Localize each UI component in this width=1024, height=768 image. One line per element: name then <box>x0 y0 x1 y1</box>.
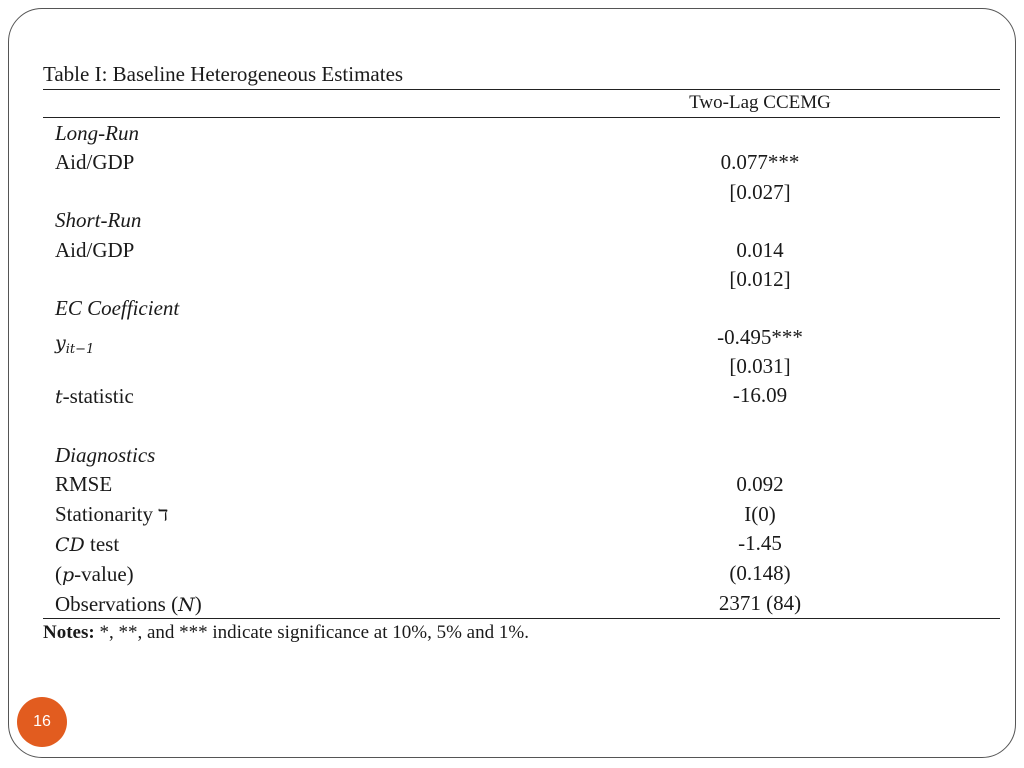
table-bottom-rule <box>43 618 1000 619</box>
row-label-stationarity: Stationarity ד <box>55 502 169 526</box>
cell-cd-test: -1.45 <box>738 531 782 555</box>
cell-short-run-aid-estimate: 0.014 <box>736 238 784 262</box>
page-number-badge: 16 <box>17 697 67 747</box>
notes-label: Notes: <box>43 622 95 643</box>
row-label-p-value <box>55 562 134 587</box>
notes-text: *, **, and *** indicate significance at 10%, 5% and 1%. <box>94 622 529 643</box>
section-short-run: Short-Run <box>55 208 142 232</box>
row-label-rmse: RMSE <box>55 472 113 496</box>
cell-observations: 2371 (84) <box>718 591 802 615</box>
column-header: Two-Lag CCEMG <box>689 92 831 113</box>
section-diagnostics: Diagnostics <box>55 443 156 467</box>
cell-rmse: 0.092 <box>736 472 784 496</box>
cd-variable: CD <box>55 534 85 556</box>
n-variable: N <box>178 594 195 616</box>
table-header-rule <box>43 117 1000 118</box>
cell-y-lag-se: [0.031] <box>729 354 791 378</box>
cd-suffix: test <box>84 532 120 556</box>
t-suffix: -statistic <box>62 384 134 408</box>
obs-prefix: Observations ( <box>55 592 179 616</box>
p-suffix: -value) <box>74 562 134 586</box>
section-long-run: Long-Run <box>55 121 139 145</box>
section-ec-coefficient: EC Coefficient <box>55 296 180 320</box>
cell-t-statistic: -16.09 <box>732 383 788 407</box>
p-variable: p <box>62 564 75 586</box>
cell-stationarity: I(0) <box>744 502 776 526</box>
row-label-long-run-aid: Aid/GDP <box>55 150 135 174</box>
row-label-observations <box>55 592 202 617</box>
row-label-cd-test <box>55 532 119 557</box>
y-variable: y <box>55 332 66 354</box>
slide-frame <box>8 8 1016 758</box>
cell-long-run-aid-se: [0.027] <box>729 180 791 204</box>
table-notes <box>43 621 529 645</box>
table-title: Table I: Baseline Heterogeneous Estimates <box>43 62 404 86</box>
table-top-rule <box>43 89 1000 90</box>
t-variable: t <box>55 386 63 408</box>
cell-y-lag-estimate: -0.495*** <box>717 325 803 349</box>
row-label-t-statistic <box>55 384 134 409</box>
cell-long-run-aid-estimate: 0.077*** <box>720 150 800 174</box>
y-subscript: it−1 <box>65 342 95 357</box>
cell-p-value: (0.148) <box>729 561 791 585</box>
row-label-y-lag <box>55 330 94 358</box>
cell-short-run-aid-se: [0.012] <box>729 267 791 291</box>
row-label-short-run-aid: Aid/GDP <box>55 238 135 262</box>
obs-suffix: ) <box>194 592 202 616</box>
p-open: ( <box>55 562 62 586</box>
